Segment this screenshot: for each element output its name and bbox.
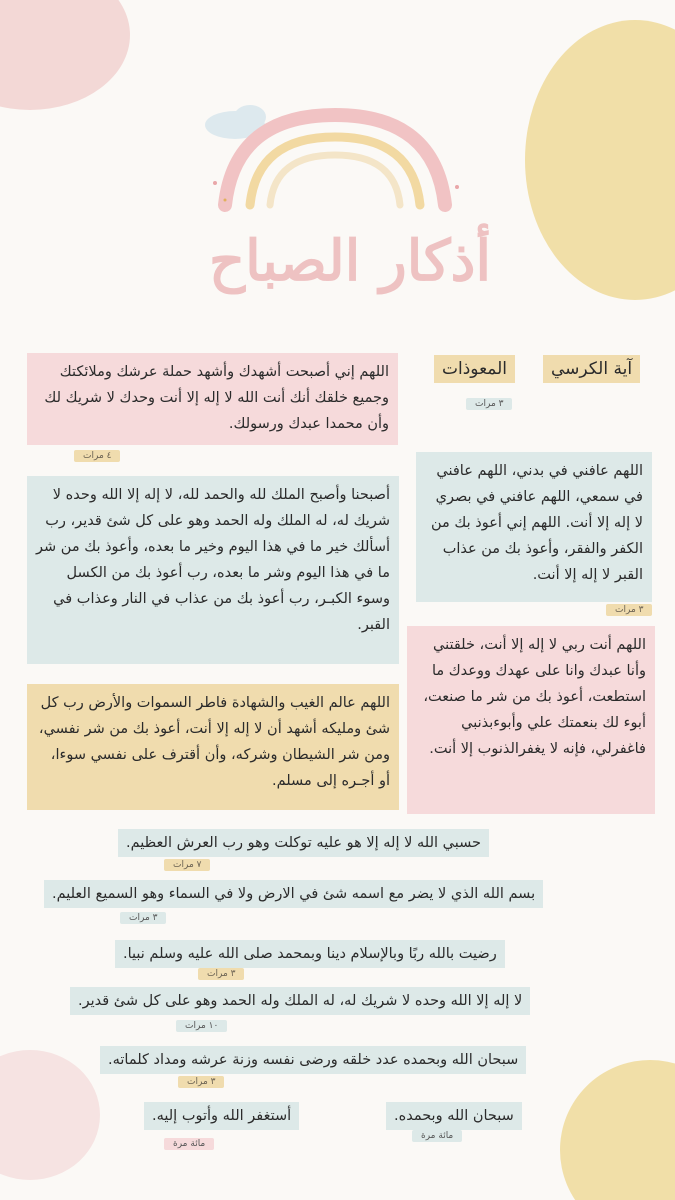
tag-muawwidhat: المعوذات: [434, 355, 515, 383]
decor-blob-pink-top-left: [0, 0, 130, 110]
dhikr-line-2: بسم الله الذي لا يضر مع اسمه شئ في الارض ولا في السماء وهو السميع العليم.: [44, 880, 543, 908]
rainbow-cloud-illustration: [195, 95, 475, 225]
count-badge-1: ٤ مرات: [74, 450, 120, 462]
count-badge: ٣ مرات: [466, 398, 512, 410]
dhikr-line-5: سبحان الله وبحمده عدد خلقه ورضى نفسه وزنة عرشه ومداد كلماته.: [100, 1046, 526, 1074]
dhikr-line-3: رضيت بالله ربًا وبالإسلام دينا وبمحمد صلى الله عليه وسلم نبيا.: [115, 940, 505, 968]
count-badge-line-1: ٧ مرات: [164, 859, 210, 871]
count-badge-line-5: ٣ مرات: [178, 1076, 224, 1088]
dhikr-block-2: اللهم عافني في بدني، اللهم عافني في سمعي، اللهم عافني في بصري لا إله إلا أنت. اللهم إني أعوذ بك من الكفر والفقر، وأعوذ بك من عذاب القبر لا إله إلا أنت.: [416, 452, 652, 602]
decor-blob-yellow-bottom-right: [560, 1060, 675, 1200]
tag-ayat-kursi: آية الكرسي: [543, 355, 640, 383]
page-title: أذكار الصباح: [208, 228, 492, 294]
dhikr-block-4: اللهم أنت ربي لا إله إلا أنت، خلقتني وأنا عبدك وانا على عهدك ووعدك ما استطعت، أعوذ بك من شر ما صنعت، أبوء لك بنعمتك علي وأبوءبذنبي فاغفرلي، فإنه لا يغفرالذنوب إلا أنت.: [407, 626, 655, 814]
decor-blob-pink-bottom-left: [0, 1050, 100, 1180]
dhikr-line-1: حسبي الله لا إله إلا هو عليه توكلت وهو رب العرش العظيم.: [118, 829, 489, 857]
count-badge-line-6: مائة مرة: [412, 1130, 462, 1142]
count-badge-line-4: ١٠ مرات: [176, 1020, 227, 1032]
count-badge-2: ٣ مرات: [606, 604, 652, 616]
dhikr-block-5: اللهم عالم الغيب والشهادة فاطر السموات والأرض رب كل شئ ومليكه أشهد أن لا إله إلا أنت، أعوذ بك من شر نفسي، ومن شر الشيطان وشركه، وأن أقترف على نفسي سوءا، أو أجـره إلى مسلم.: [27, 684, 399, 810]
dhikr-line-6: سبحان الله وبحمده.: [386, 1102, 522, 1130]
dhikr-line-7: أستغفر الله وأتوب إليه.: [144, 1102, 299, 1130]
dhikr-block-1: اللهم إني أصبحت أشهدك وأشهد حملة عرشك وملائكتك وجميع خلقك أنك أنت الله لا إله إلا أنت وحدك لا شريك لك وأن محمدا عبدك ورسولك.: [27, 353, 398, 445]
count-badge-line-3: ٣ مرات: [198, 968, 244, 980]
dhikr-block-3: أصبحنا وأصبح الملك لله والحمد لله، لا إله إلا الله وحده لا شريك له، له الملك وله الحمد وهو على كل شئ قدير، رب أسألك خير ما في هذا اليوم وخير ما بعده، وأعوذ بك من شر ما في هذا اليوم وشر ما بعده، رب أعوذ بك من الكسل وسوء الكبـر، رب أعوذ بك من عذاب في النار وعذاب في القبر.: [27, 476, 399, 664]
dhikr-line-4: لا إله إلا الله وحده لا شريك له، له الملك وله الحمد وهو على كل شئ قدير.: [70, 987, 530, 1015]
count-badge-line-2: ٣ مرات: [120, 912, 166, 924]
decor-blob-yellow-top-right: [525, 20, 675, 300]
count-badge-line-7: مائة مرة: [164, 1138, 214, 1150]
